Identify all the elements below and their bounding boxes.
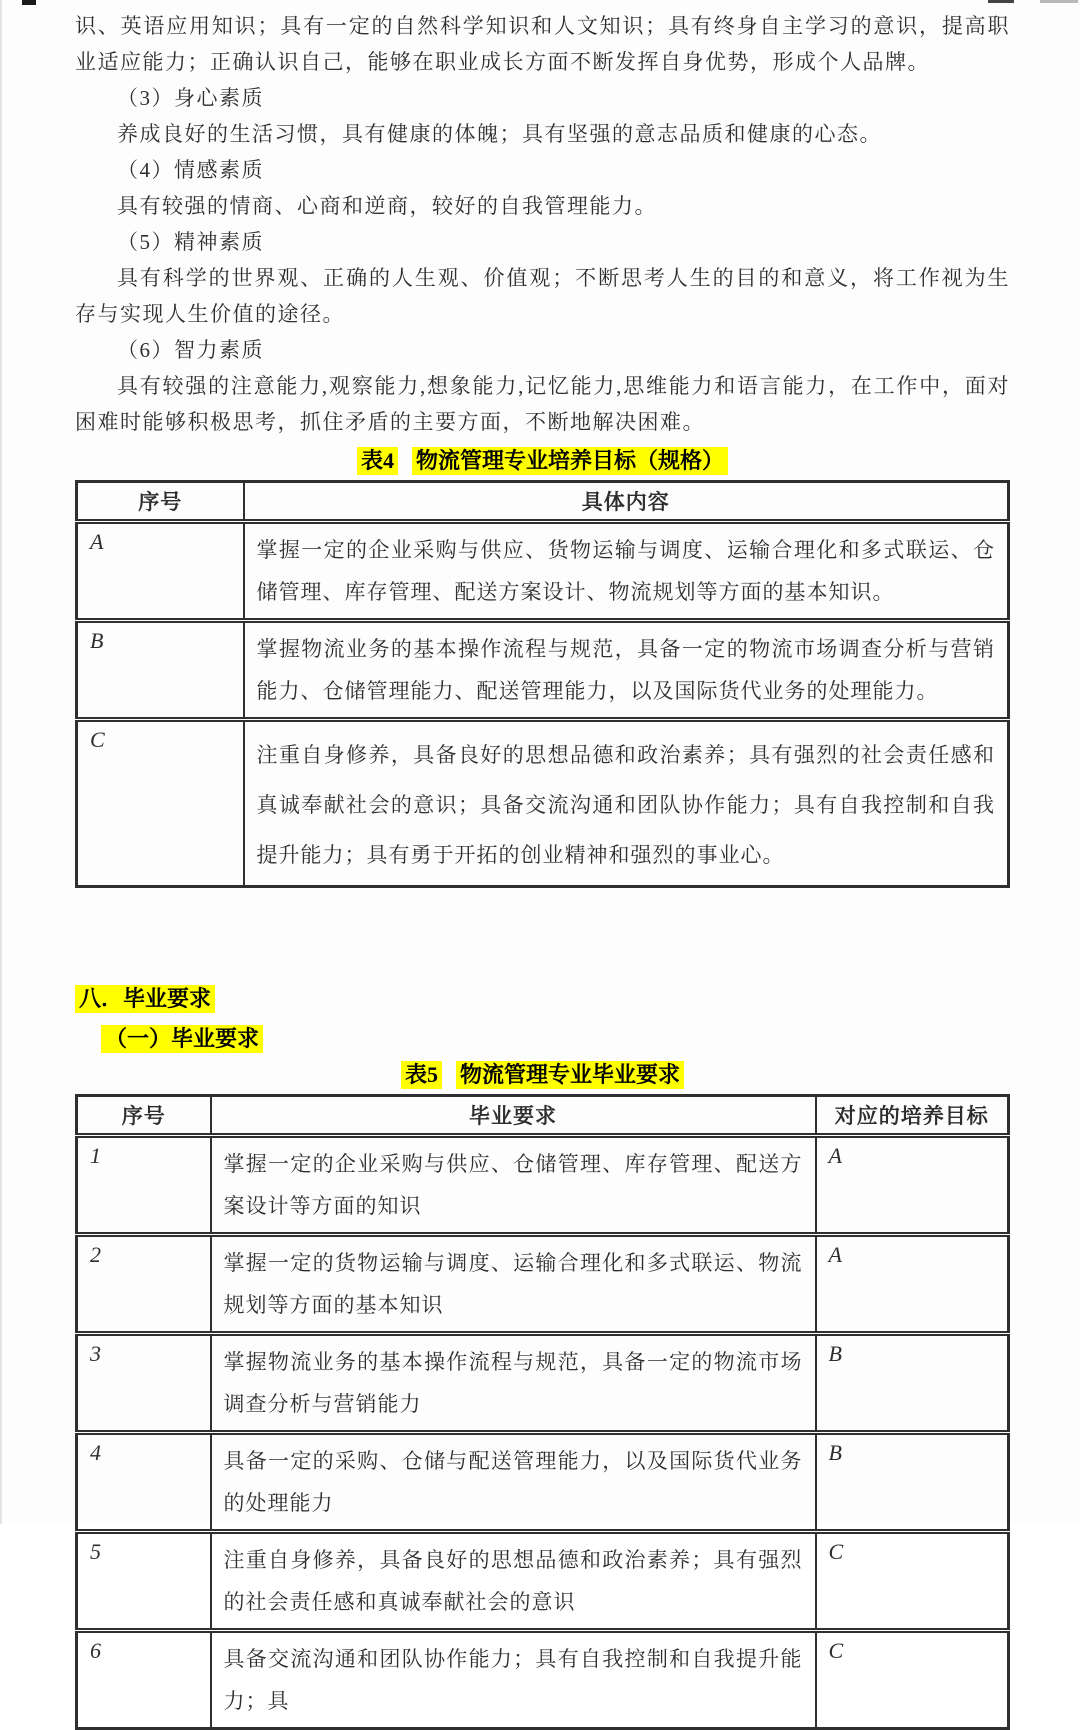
table5-row-target: B xyxy=(816,1334,1009,1433)
table4-header-row xyxy=(77,482,1009,522)
table5-header-row xyxy=(77,1096,1009,1136)
table5-row-target: B xyxy=(816,1433,1009,1532)
table5-row-requirement: 掌握一定的货物运输与调度、运输合理化和多式联运、物流规划等方面的基本知识 xyxy=(211,1235,816,1334)
table5-header-number: 序号 xyxy=(77,1096,211,1136)
table4-title xyxy=(75,446,1010,476)
table5-row-requirement: 具备一定的采购、仓储与配送管理能力，以及国际货代业务的处理能力 xyxy=(211,1433,816,1532)
table5-header-requirement: 毕业要求 xyxy=(211,1096,816,1136)
table5-title-text: 物流管理专业毕业要求 xyxy=(456,1061,684,1089)
table-row xyxy=(77,1235,1009,1334)
paragraph: 识、英语应用知识；具有一定的自然科学知识和人文知识；具有终身自主学习的意识，提高职业适应能力；正确认识自己，能够在职业成长方面不断发挥自身优势，形成个人品牌。 xyxy=(75,14,1010,74)
table-row xyxy=(77,1631,1009,1729)
table-row xyxy=(77,1532,1009,1631)
section-heading-graduation-requirements xyxy=(75,984,1010,1014)
list-heading: （6）智力素质 xyxy=(117,338,264,362)
table5-graduation-requirements xyxy=(75,1094,1010,1730)
table5-row-id: 5 xyxy=(77,1532,211,1631)
table4-row-content: 注重自身修养，具备良好的思想品德和政治素养；具有强烈的社会责任感和真诚奉献社会的意识；具备交流沟通和团队协作能力；具有自我控制和自我提升能力；具有勇于开拓的创业精神和强烈的事业心。 xyxy=(244,720,1009,887)
scan-artifact xyxy=(22,0,36,5)
table4-header-content: 具体内容 xyxy=(244,482,1009,522)
paragraph: 具有较强的情商、心商和逆商，较好的自我管理能力。 xyxy=(117,194,657,218)
scan-artifact xyxy=(988,0,1014,3)
table5-row-target: C xyxy=(816,1532,1009,1631)
table5-header-target: 对应的培养目标 xyxy=(816,1096,1009,1136)
table5-row-id: 1 xyxy=(77,1136,211,1235)
table4-row-id: C xyxy=(77,720,244,887)
table5-row-target: A xyxy=(816,1235,1009,1334)
table-row xyxy=(77,1334,1009,1433)
list-heading: （5）精神素质 xyxy=(117,230,264,254)
table4-header-number: 序号 xyxy=(77,482,244,522)
section-heading-text: 八．毕业要求 xyxy=(75,985,215,1013)
table4-title-number: 表4 xyxy=(357,447,398,475)
table-row xyxy=(77,1433,1009,1532)
list-heading: （4）情感素质 xyxy=(117,158,264,182)
table5-title-number: 表5 xyxy=(401,1061,442,1089)
table4-training-objectives xyxy=(75,480,1010,888)
scan-artifact xyxy=(1040,0,1078,3)
table4-row-id: B xyxy=(77,621,244,720)
table4-title-text: 物流管理专业培养目标（规格） xyxy=(412,447,728,475)
table5-title xyxy=(75,1060,1010,1090)
table4-row-content: 掌握一定的企业采购与供应、货物运输与调度、运输合理化和多式联运、仓储管理、库存管理、配送方案设计、物流规划等方面的基本知识。 xyxy=(244,522,1009,621)
section-subheading-text: （一）毕业要求 xyxy=(101,1025,263,1053)
table5-row-id: 4 xyxy=(77,1433,211,1532)
table-row xyxy=(77,522,1009,621)
table5-row-requirement: 掌握物流业务的基本操作流程与规范，具备一定的物流市场调查分析与营销能力 xyxy=(211,1334,816,1433)
paragraph: 具有科学的世界观、正确的人生观、价值观；不断思考人生的目的和意义，将工作视为生存与实现人生价值的途径。 xyxy=(75,266,1010,326)
table5-row-target: A xyxy=(816,1136,1009,1235)
paragraph: 养成良好的生活习惯，具有健康的体魄；具有坚强的意志品质和健康的心态。 xyxy=(117,122,882,146)
paragraph: 具有较强的注意能力,观察能力,想象能力,记忆能力,思维能力和语言能力，在工作中，面对困难时能够积极思考，抓住矛盾的主要方面，不断地解决困难。 xyxy=(75,374,1010,434)
table5-row-requirement: 注重自身修养，具备良好的思想品德和政治素养；具有强烈的社会责任感和真诚奉献社会的意识 xyxy=(211,1532,816,1631)
page-edge-shadow xyxy=(0,0,2,1524)
table-row xyxy=(77,720,1009,887)
table4-row-id: A xyxy=(77,522,244,621)
document-content xyxy=(75,8,1010,1730)
table5-row-id: 2 xyxy=(77,1235,211,1334)
table-row xyxy=(77,621,1009,720)
table5-row-id: 6 xyxy=(77,1631,211,1729)
list-heading: （3）身心素质 xyxy=(117,86,264,110)
table4-row-content: 掌握物流业务的基本操作流程与规范，具备一定的物流市场调查分析与营销能力、仓储管理能力、配送管理能力，以及国际货代业务的处理能力。 xyxy=(244,621,1009,720)
table5-row-requirement: 掌握一定的企业采购与供应、仓储管理、库存管理、配送方案设计等方面的知识 xyxy=(211,1136,816,1235)
table-row xyxy=(77,1136,1009,1235)
table5-row-target: C xyxy=(816,1631,1009,1729)
table5-row-id: 3 xyxy=(77,1334,211,1433)
table5-row-requirement: 具备交流沟通和团队协作能力；具有自我控制和自我提升能力；具 xyxy=(211,1631,816,1729)
section-subheading-graduation-requirements xyxy=(101,1024,1010,1054)
